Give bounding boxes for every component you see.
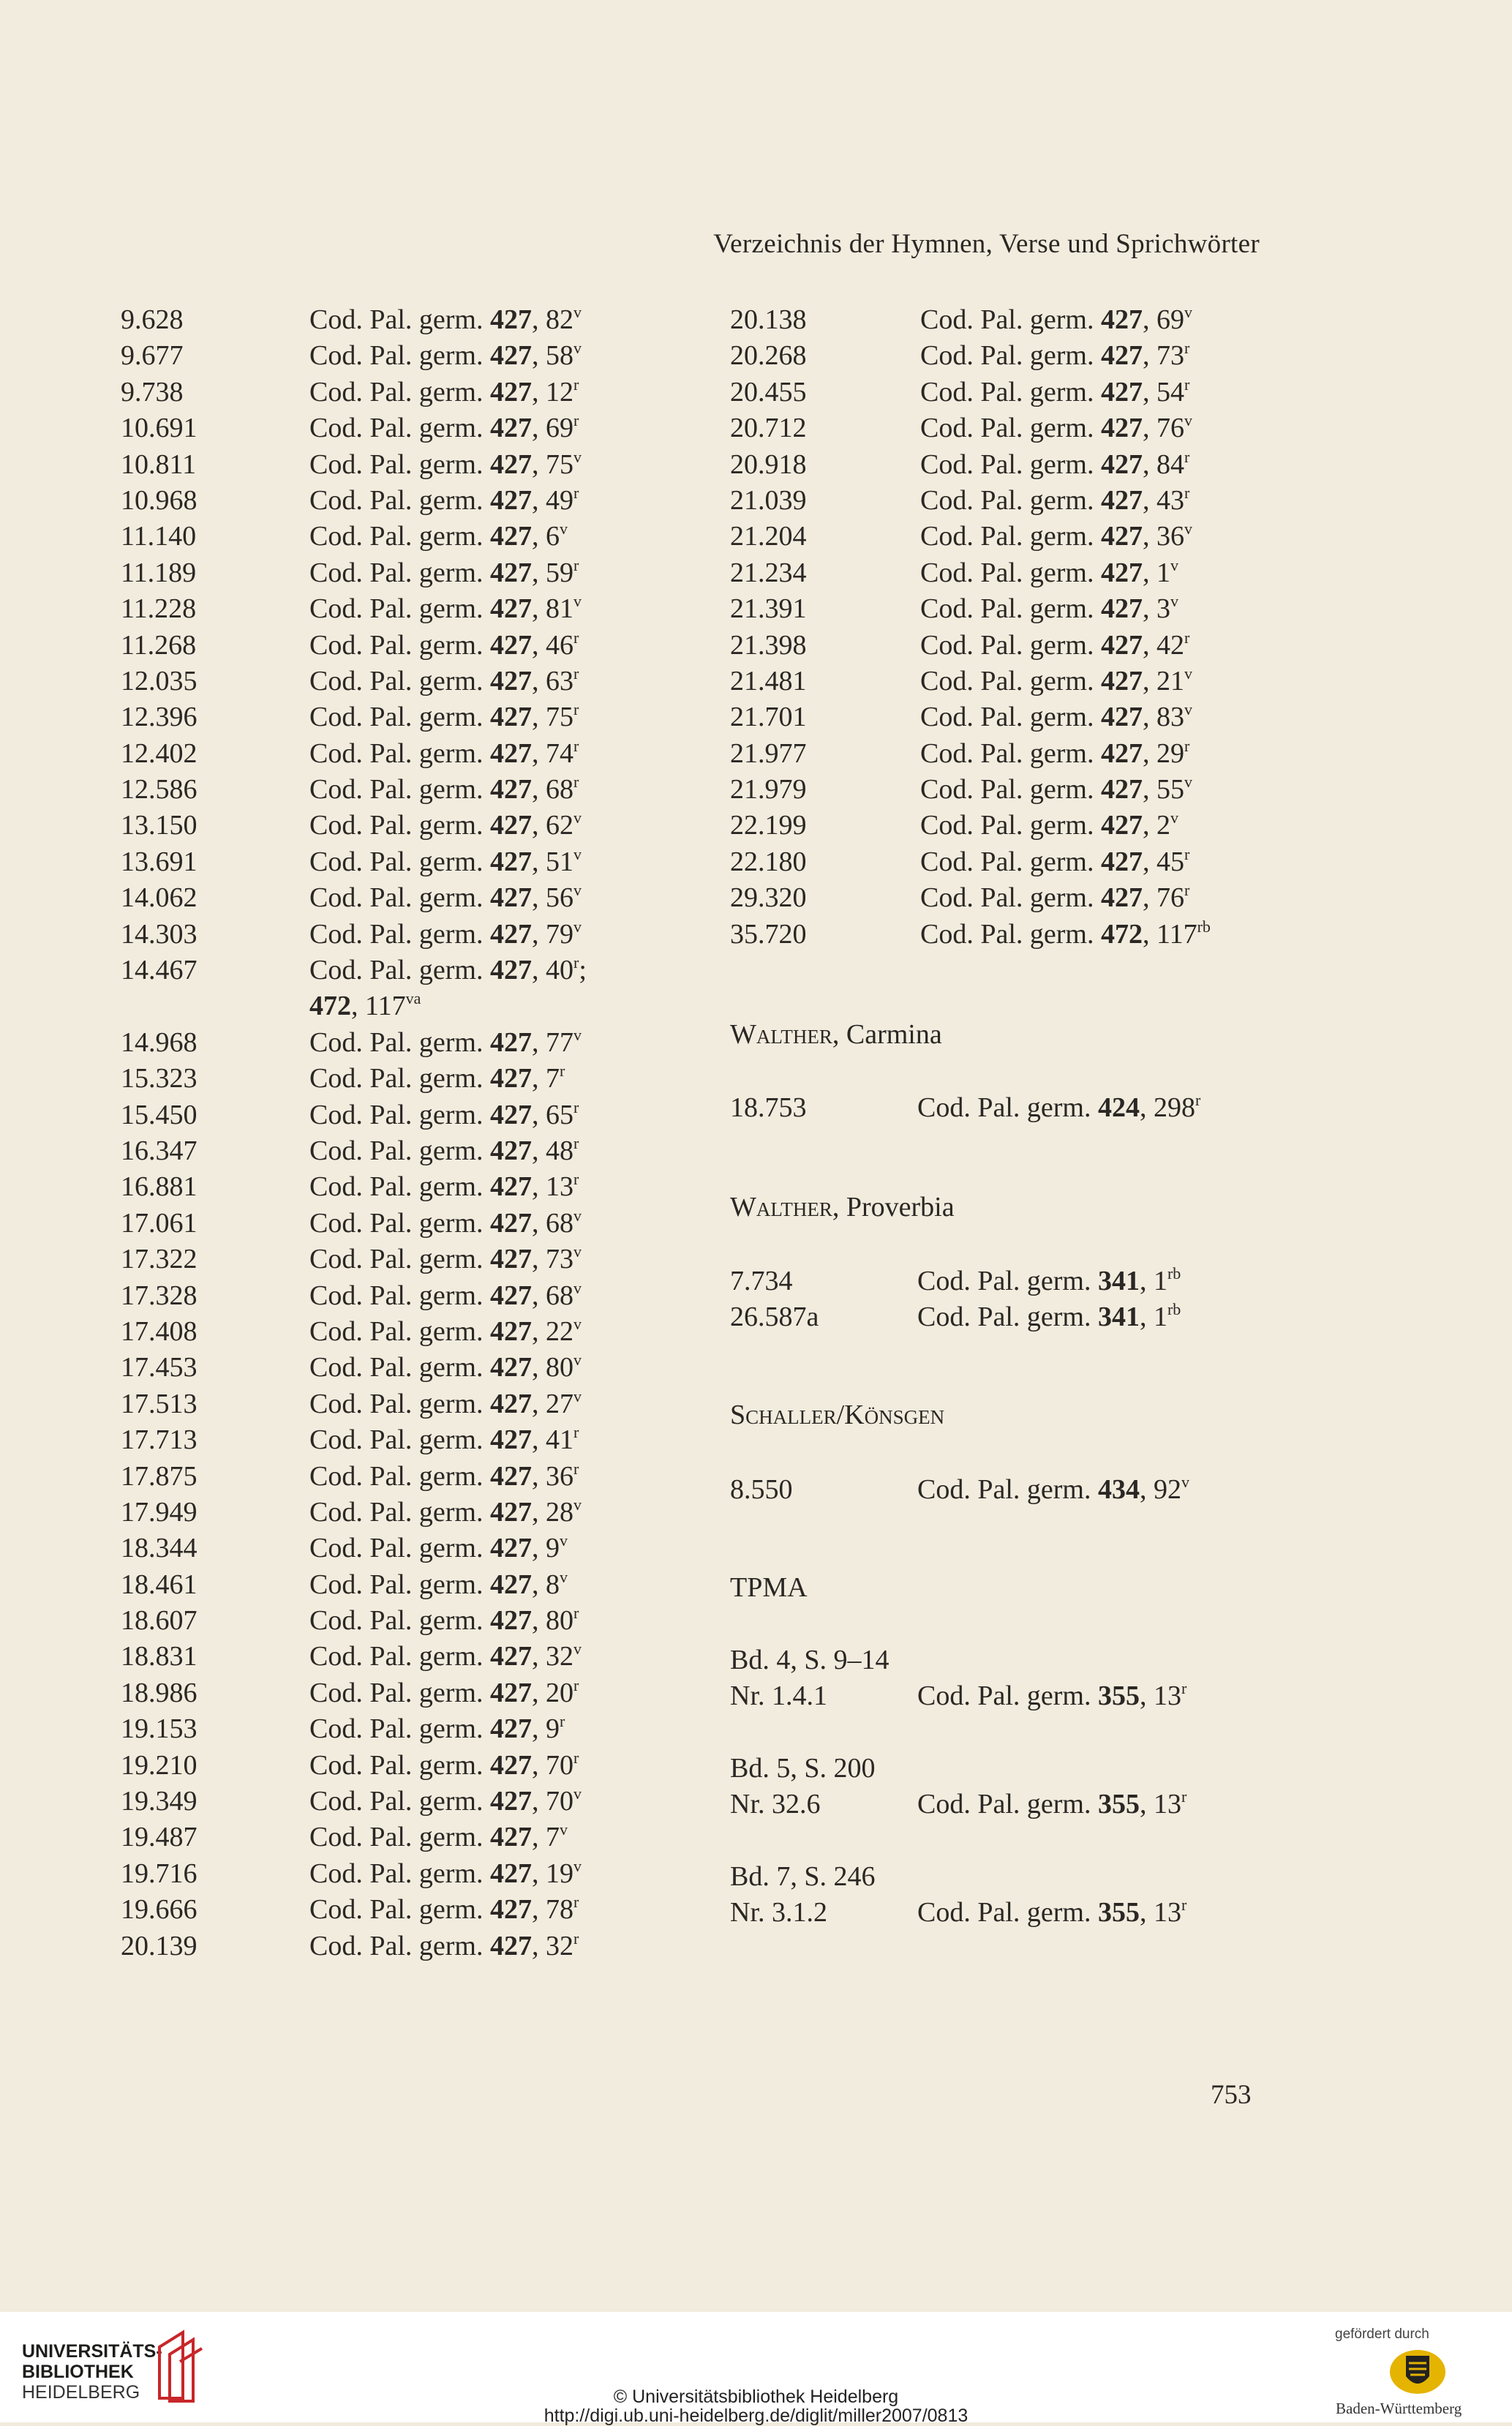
manuscript-reference: Cod. Pal. germ. 427, 9$^v$ xyxy=(309,1531,568,1564)
index-entry xyxy=(121,1892,647,1928)
index-entry xyxy=(121,1459,647,1495)
hymn-number: 19.153 xyxy=(121,1713,198,1745)
hymn-number: 19.349 xyxy=(121,1786,198,1817)
manuscript-reference: Cod. Pal. germ. 427, 45$^r$ xyxy=(920,844,1190,877)
manuscript-reference: Cod. Pal. germ. 427, 36$^v$ xyxy=(920,519,1192,552)
manuscript-reference: Cod. Pal. germ. 427, 63$^r$ xyxy=(309,664,579,696)
tpma-entry: Nr. 3.1.2 Cod. Pal. germ. 355, 13$^r$ xyxy=(730,1896,1187,1928)
manuscript-reference: Cod. Pal. germ. 427, 19$^v$ xyxy=(309,1856,582,1889)
manuscript-reference: Cod. Pal. germ. 427, 76$^r$ xyxy=(920,881,1190,914)
hymn-number: 17.949 xyxy=(121,1496,198,1528)
manuscript-reference: Cod. Pal. germ. 427, 41$^r$ xyxy=(309,1423,579,1456)
hymn-number: 21.481 xyxy=(730,665,807,696)
hymn-number: 19.210 xyxy=(121,1749,198,1781)
index-entry xyxy=(121,736,647,772)
index-entry xyxy=(121,772,647,808)
page-number: 753 xyxy=(1211,2080,1252,2110)
index-entry xyxy=(121,375,647,410)
section-heading-walther-carmina: Walther, Carmina xyxy=(730,1019,942,1050)
manuscript-reference: Cod. Pal. germ. 427, 46$^r$ xyxy=(309,628,579,661)
tpma-volume: Bd. 5, S. 200 xyxy=(730,1753,876,1784)
walther-proverbia-entry: 26.587a Cod. Pal. germ. 341, $1^{rb}$ xyxy=(730,1300,1181,1332)
hymn-number: 12.396 xyxy=(121,702,198,733)
hymn-number: 21.977 xyxy=(730,737,807,769)
hymn-number: 17.328 xyxy=(121,1280,198,1311)
manuscript-reference: Cod. Pal. germ. 427, 56$^v$ xyxy=(309,881,582,914)
digitization-footer xyxy=(0,2312,1512,2426)
index-entry xyxy=(121,1531,647,1566)
manuscript-reference: Cod. Pal. germ. 427, 65$^r$ xyxy=(309,1097,579,1130)
index-entry xyxy=(121,1097,647,1133)
library-name-line2: BIBLIOTHEK xyxy=(22,2362,134,2382)
hymn-number: 12.035 xyxy=(121,665,198,696)
index-entry xyxy=(121,1567,647,1603)
hymn-number: 18.986 xyxy=(121,1677,198,1708)
manuscript-reference: Cod. Pal. germ. 427, 73$^r$ xyxy=(920,339,1190,372)
manuscript-reference: Cod. Pal. germ. 427, 48$^r$ xyxy=(309,1133,579,1166)
tpma-volume: Bd. 7, S. 246 xyxy=(730,1861,876,1892)
index-entry xyxy=(121,1820,647,1855)
index-entry xyxy=(730,302,1315,338)
hymn-number: 13.691 xyxy=(121,846,198,877)
sponsor-name: Baden-Württemberg xyxy=(1336,2400,1462,2417)
index-entry xyxy=(121,1748,647,1784)
library-name-line3: HEIDELBERG xyxy=(22,2382,140,2403)
index-entry xyxy=(121,1350,647,1386)
hymn-number: 12.402 xyxy=(121,737,198,769)
hymn-number: 10.811 xyxy=(121,448,197,480)
hymn-number: 10.691 xyxy=(121,413,198,444)
hymn-number: 18.607 xyxy=(121,1605,198,1637)
index-entry xyxy=(121,1784,647,1820)
manuscript-reference: Cod. Pal. germ. 427, 42$^r$ xyxy=(920,628,1190,661)
hymn-number: 19.487 xyxy=(121,1822,198,1853)
hymn-number: 9.738 xyxy=(121,376,184,408)
hymn-number: 35.720 xyxy=(730,918,807,950)
index-entry xyxy=(121,519,647,555)
schaller-entry: 8.550 Cod. Pal. germ. 434, 92$^v$ xyxy=(730,1473,1189,1505)
manuscript-reference: Cod. Pal. germ. 427, 81$^v$ xyxy=(309,592,582,625)
index-entry xyxy=(121,1133,647,1169)
index-entry xyxy=(121,1603,647,1639)
index-entry xyxy=(121,1206,647,1242)
hymn-number: 21.039 xyxy=(730,484,807,516)
index-entry xyxy=(121,1314,647,1350)
hymn-number: 18.344 xyxy=(121,1533,198,1564)
manuscript-reference: Cod. Pal. germ. 427, 13$^r$ xyxy=(309,1170,579,1203)
index-entry xyxy=(121,1278,647,1314)
index-entry xyxy=(121,338,647,374)
index-entry xyxy=(121,917,647,953)
index-entry xyxy=(121,664,647,699)
index-entry xyxy=(121,880,647,916)
index-entry xyxy=(121,591,647,627)
left-column xyxy=(121,302,647,1964)
hymn-number: 15.450 xyxy=(121,1099,198,1130)
library-name-line1: UNIVERSITÄTS- xyxy=(22,2341,162,2362)
index-entry xyxy=(121,410,647,446)
copyright-text: © Universitätsbibliothek Heidelberg xyxy=(613,2386,899,2407)
manuscript-reference: Cod. Pal. germ. 427, 75$^r$ xyxy=(309,700,579,733)
section-heading-walther-proverbia: Walther, Proverbia xyxy=(730,1192,955,1223)
manuscript-reference: Cod. Pal. germ. 427, 73$^v$ xyxy=(309,1242,582,1275)
manuscript-reference: Cod. Pal. germ. 427, 7$^r$ xyxy=(309,1062,565,1094)
index-entry xyxy=(121,483,647,519)
index-entry xyxy=(121,1422,647,1458)
manuscript-reference: Cod. Pal. germ. 427, 62$^v$ xyxy=(309,808,582,841)
manuscript-reference: Cod. Pal. germ. 427, 68$^v$ xyxy=(309,1206,582,1239)
manuscript-reference: Cod. Pal. germ. 427, 8$^v$ xyxy=(309,1567,568,1600)
hymn-number: 17.713 xyxy=(121,1424,198,1456)
section-heading-schaller-koensgen: Schaller/Könsgen xyxy=(730,1400,945,1430)
hymn-number: 17.453 xyxy=(121,1352,198,1383)
index-entry xyxy=(730,555,1315,591)
index-entry xyxy=(121,1856,647,1892)
walther-proverbia-entry: 7.734 Cod. Pal. germ. 341, $1^{rb}$ xyxy=(730,1264,1181,1296)
manuscript-reference: Cod. Pal. germ. 427, 20$^r$ xyxy=(309,1675,579,1708)
index-entry xyxy=(121,302,647,338)
index-entry xyxy=(121,844,647,880)
index-entry-continuation: 472, $117^{va}$ xyxy=(309,989,421,1022)
manuscript-reference: Cod. Pal. germ. 427, 74$^r$ xyxy=(309,736,579,769)
hymn-number: 11.228 xyxy=(121,593,197,625)
index-entry xyxy=(121,1929,647,1964)
hymn-number: 11.189 xyxy=(121,557,197,588)
manuscript-reference: Cod. Pal. germ. 427, 82$^v$ xyxy=(309,303,582,335)
manuscript-reference: Cod. Pal. germ. 427, 83$^v$ xyxy=(920,700,1192,733)
hymn-number: 21.204 xyxy=(730,521,807,552)
hymn-number: 22.180 xyxy=(730,846,807,877)
coat-of-arms-icon xyxy=(1388,2347,1447,2400)
manuscript-reference: Cod. Pal. germ. 427, 21$^v$ xyxy=(920,664,1192,696)
hymn-number: 21.701 xyxy=(730,702,807,733)
hymn-number: 18.831 xyxy=(121,1641,198,1672)
manuscript-reference: Cod. Pal. germ. 427, 3$^v$ xyxy=(920,592,1178,625)
hymn-number: 21.398 xyxy=(730,629,807,661)
hymn-number: 19.666 xyxy=(121,1894,198,1926)
index-entry xyxy=(730,483,1315,519)
manuscript-reference: Cod. Pal. germ. 427, 22$^v$ xyxy=(309,1314,582,1347)
hymn-number: 17.513 xyxy=(121,1388,198,1419)
index-entry xyxy=(730,591,1315,627)
index-entry xyxy=(730,664,1315,699)
copyright-notice xyxy=(0,2387,1512,2425)
manuscript-reference: Cod. Pal. germ. 427, 76$^v$ xyxy=(920,411,1192,444)
hymn-number: 29.320 xyxy=(730,882,807,914)
manuscript-reference: Cod. Pal. germ. 427, 77$^v$ xyxy=(309,1025,582,1058)
right-column xyxy=(730,302,1315,953)
hymn-number: 22.199 xyxy=(730,810,807,841)
index-entry xyxy=(730,447,1315,483)
hymn-number: 21.391 xyxy=(730,593,807,625)
hymn-number: 21.979 xyxy=(730,774,807,805)
index-entry xyxy=(121,953,647,988)
index-entry xyxy=(730,736,1315,772)
manuscript-reference: Cod. Pal. germ. 427, 69$^r$ xyxy=(309,411,579,444)
hymn-number: 14.303 xyxy=(121,918,198,950)
manuscript-reference: Cod. Pal. germ. 427, 51$^v$ xyxy=(309,844,582,877)
hymn-number: 20.712 xyxy=(730,413,807,444)
manuscript-reference: Cod. Pal. germ. 427, 70$^v$ xyxy=(309,1784,582,1817)
index-entry xyxy=(121,447,647,483)
hymn-number: 10.968 xyxy=(121,484,198,516)
hymn-number: 20.918 xyxy=(730,448,807,480)
index-entry xyxy=(730,880,1315,916)
hymn-number: 12.586 xyxy=(121,774,198,805)
hymn-number: 17.322 xyxy=(121,1244,198,1275)
index-entry xyxy=(121,1242,647,1277)
index-entry xyxy=(121,1169,647,1205)
index-entry xyxy=(121,555,647,591)
index-entry xyxy=(730,772,1315,808)
manuscript-reference: Cod. Pal. germ. 427, 49$^r$ xyxy=(309,483,579,516)
permalink-url[interactable]: http://digi.ub.uni-heidelberg.de/diglit/miller2007/0813 xyxy=(544,2406,968,2426)
manuscript-reference: Cod. Pal. germ. 427, 58$^v$ xyxy=(309,339,582,372)
tpma-entry: Nr. 1.4.1 Cod. Pal. germ. 355, 13$^r$ xyxy=(730,1679,1187,1711)
tpma-entry: Nr. 32.6 Cod. Pal. germ. 355, 13$^r$ xyxy=(730,1787,1187,1820)
hymn-number: 19.716 xyxy=(121,1858,198,1889)
index-entry xyxy=(730,375,1315,410)
manuscript-reference: Cod. Pal. germ. 427, 29$^r$ xyxy=(920,736,1190,769)
hymn-number: 21.234 xyxy=(730,557,807,588)
manuscript-reference: Cod. Pal. germ. 427, 27$^v$ xyxy=(309,1386,582,1419)
walther-carmina-entry: 18.753 Cod. Pal. germ. 424, 298$^r$ xyxy=(730,1091,1201,1123)
manuscript-reference: Cod. Pal. germ. 427, 68$^v$ xyxy=(309,1278,582,1311)
hymn-number: 9.628 xyxy=(121,304,184,335)
manuscript-reference: Cod. Pal. germ. 427, 78$^r$ xyxy=(309,1893,579,1926)
manuscript-reference: Cod. Pal. germ. 427, 12$^r$ xyxy=(309,375,579,408)
manuscript-reference: Cod. Pal. germ. 427, 84$^r$ xyxy=(920,447,1190,480)
manuscript-reference: Cod. Pal. germ. 427, 1$^v$ xyxy=(920,555,1178,588)
hymn-number: 15.323 xyxy=(121,1063,198,1094)
hymn-number: 20.139 xyxy=(121,1930,198,1961)
index-entry xyxy=(121,1061,647,1097)
hymn-number: 13.150 xyxy=(121,810,198,841)
manuscript-reference: Cod. Pal. germ. 427, 69$^v$ xyxy=(920,303,1192,335)
manuscript-reference: Cod. Pal. germ. 427, 70$^r$ xyxy=(309,1748,579,1781)
index-entry xyxy=(730,917,1315,953)
manuscript-reference: Cod. Pal. germ. 427, 36$^r$ xyxy=(309,1459,579,1492)
index-entry xyxy=(121,1639,647,1675)
index-entry xyxy=(121,628,647,664)
index-entry xyxy=(121,1386,647,1422)
index-entry xyxy=(730,519,1315,555)
index-entry xyxy=(730,338,1315,374)
manuscript-reference: Cod. Pal. germ. 427, 6$^v$ xyxy=(309,519,568,552)
hymn-number: 14.467 xyxy=(121,955,198,986)
manuscript-reference: Cod. Pal. germ. 427, 79$^v$ xyxy=(309,917,582,950)
index-entry xyxy=(121,1675,647,1711)
hymn-number: 20.138 xyxy=(730,304,807,335)
index-entry xyxy=(730,844,1315,880)
hymn-number: 16.881 xyxy=(121,1171,198,1203)
manuscript-reference: Cod. Pal. germ. 427, 68$^r$ xyxy=(309,773,579,805)
manuscript-reference: Cod. Pal. germ. 427, 80$^r$ xyxy=(309,1604,579,1637)
hymn-number: 11.268 xyxy=(121,629,197,661)
hymn-number: 14.968 xyxy=(121,1026,198,1058)
index-entry xyxy=(121,699,647,735)
section-heading-tpma: TPMA xyxy=(730,1572,808,1603)
tpma-volume: Bd. 4, S. 9–14 xyxy=(730,1645,889,1675)
manuscript-reference: Cod. Pal. germ. 427, 9$^r$ xyxy=(309,1712,565,1745)
manuscript-reference: Cod. Pal. germ. 427, 2$^v$ xyxy=(920,808,1178,841)
manuscript-reference: Cod. Pal. germ. 427, 32$^v$ xyxy=(309,1640,582,1672)
hymn-number: 16.347 xyxy=(121,1135,198,1166)
manuscript-reference: Cod. Pal. germ. 427, 32$^r$ xyxy=(309,1929,579,1961)
index-entry xyxy=(730,699,1315,735)
hymn-number: 17.061 xyxy=(121,1207,198,1239)
running-head: Verzeichnis der Hymnen, Verse und Sprichwörter xyxy=(713,229,1260,259)
manuscript-reference: Cod. Pal. germ. 427, 80$^v$ xyxy=(309,1351,582,1383)
manuscript-reference: Cod. Pal. germ. 427, 40$^r$; xyxy=(309,953,587,986)
manuscript-reference: Cod. Pal. germ. 472, $117^{rb}$ xyxy=(920,917,1211,950)
hymn-number: 20.268 xyxy=(730,340,807,372)
manuscript-reference: Cod. Pal. germ. 427, 59$^r$ xyxy=(309,555,579,588)
manuscript-reference: Cod. Pal. germ. 427, 7$^v$ xyxy=(309,1820,568,1853)
index-entry xyxy=(121,1025,647,1061)
index-entry xyxy=(730,628,1315,664)
manuscript-reference: Cod. Pal. germ. 427, 75$^v$ xyxy=(309,447,582,480)
hymn-number: 11.140 xyxy=(121,521,197,552)
hymn-number: 18.461 xyxy=(121,1569,198,1600)
manuscript-reference: Cod. Pal. germ. 427, 55$^v$ xyxy=(920,773,1192,805)
hymn-number: 17.408 xyxy=(121,1315,198,1347)
manuscript-reference: Cod. Pal. germ. 427, 54$^r$ xyxy=(920,375,1190,408)
hymn-number: 14.062 xyxy=(121,882,198,914)
index-entry xyxy=(121,1711,647,1747)
index-entry xyxy=(730,808,1315,844)
index-entry xyxy=(121,1495,647,1531)
manuscript-reference: Cod. Pal. germ. 427, 43$^r$ xyxy=(920,483,1190,516)
index-entry xyxy=(121,808,647,844)
manuscript-reference: Cod. Pal. germ. 427, 28$^v$ xyxy=(309,1495,582,1528)
sponsor-label: gefördert durch xyxy=(1335,2327,1429,2342)
index-entry xyxy=(730,410,1315,446)
hymn-number: 9.677 xyxy=(121,340,184,372)
hymn-number: 20.455 xyxy=(730,376,807,408)
hymn-number: 17.875 xyxy=(121,1460,198,1492)
